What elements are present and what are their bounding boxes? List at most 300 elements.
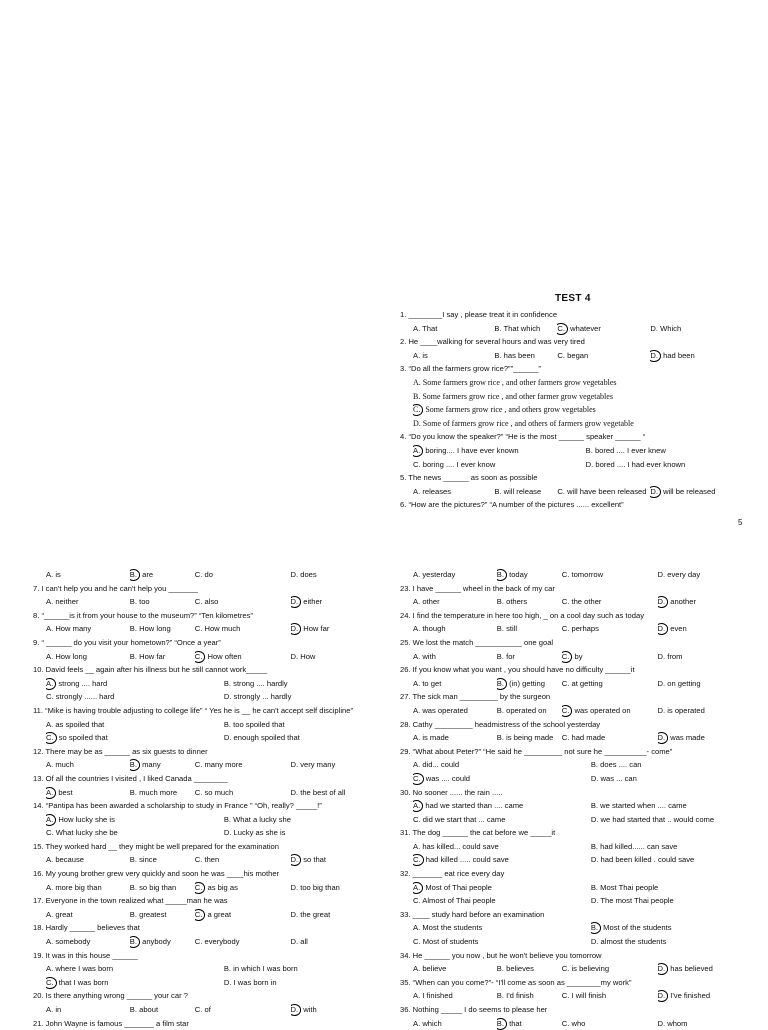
option-text: greatest — [139, 909, 167, 919]
question-item — [400, 568, 755, 582]
option-letter: A. — [413, 964, 421, 974]
option-text: the best of all — [300, 787, 346, 797]
question-item — [33, 636, 388, 663]
option-text: more big than — [55, 882, 102, 892]
option-letter: B. — [496, 964, 504, 974]
option-text: strongly ...... hard — [55, 692, 115, 702]
question-stem: 31. The dog ______ the cat before we _____it — [400, 828, 556, 838]
answer-option — [413, 322, 494, 336]
question-stem: 4. “Do you know the speaker?” “He is the most ______ speaker ______ “ — [400, 432, 646, 442]
option-letter: C. — [194, 787, 203, 797]
option-text: Most of Thai people — [425, 882, 492, 892]
option-letter: D. — [590, 937, 599, 947]
option-text: believe — [422, 964, 447, 974]
option-text: great — [55, 909, 73, 919]
option-text: is being made — [506, 733, 554, 743]
question-item — [33, 772, 388, 799]
answer-option — [497, 704, 562, 718]
answer-option-circled — [650, 485, 745, 499]
option-letter: D. — [413, 418, 421, 428]
answer-option-circled — [658, 595, 755, 609]
answer-option — [224, 677, 388, 691]
option-letter: C. — [413, 896, 421, 906]
option-letter: B. — [497, 678, 507, 690]
question-stem: 23. I have ______ wheel in the back of my car — [400, 583, 555, 593]
answer-option — [224, 826, 388, 840]
answer-option — [650, 322, 745, 336]
answer-option — [497, 650, 562, 664]
answer-option — [46, 908, 130, 922]
answer-option-circled — [195, 881, 291, 895]
option-letter: C. — [561, 733, 570, 743]
option-text: Some of farmers grow rice , and others of farmers grow vegetable — [422, 418, 634, 428]
answer-option — [413, 417, 745, 431]
answer-option — [224, 718, 388, 732]
option-text: with — [422, 651, 436, 661]
answer-option — [130, 881, 195, 895]
option-letter: C. — [194, 1005, 203, 1014]
question-stem: 10. David feels __ again after his illness but he still cannot work_____ — [33, 665, 268, 675]
answer-option — [413, 622, 497, 636]
option-letter: B. — [129, 787, 137, 797]
option-letter: B. — [496, 624, 504, 634]
option-letter: B. — [223, 814, 232, 824]
answer-option-circled — [46, 976, 224, 990]
option-text: had been killed . could save — [600, 855, 695, 865]
answer-option — [46, 881, 130, 895]
option-text: That which — [503, 323, 541, 333]
option-text: I'd finish — [506, 991, 534, 1001]
option-text: all — [300, 937, 308, 947]
option-text: Which — [660, 323, 682, 333]
question-stem: 20. Is there anything wrong ______ your car ? — [33, 991, 188, 1001]
question-stem: 13. Of all the countries I visited , I liked Canada ________ — [33, 773, 228, 783]
option-letter: B. — [494, 486, 502, 496]
option-text: tomorrow — [571, 570, 604, 579]
option-letter: C. — [413, 459, 421, 469]
option-letter: C. — [195, 651, 206, 663]
option-text: How often — [207, 651, 242, 661]
option-letter: B. — [590, 882, 599, 892]
option-text: at getting — [571, 678, 603, 688]
option-letter: A. — [46, 570, 54, 579]
option-letter: C. — [413, 937, 421, 947]
option-letter: C. — [561, 597, 570, 607]
question-stem: 18. Hardly ______ believes that — [33, 923, 140, 933]
question-column-top — [400, 308, 745, 512]
option-text: The most Thai people — [600, 896, 674, 906]
option-text: somebody — [55, 937, 91, 947]
option-letter: C. — [413, 854, 424, 866]
answer-options — [33, 758, 388, 772]
answer-option — [562, 595, 658, 609]
option-letter: A. — [46, 937, 54, 947]
answer-option-circled — [413, 853, 591, 867]
option-text: is made — [422, 733, 449, 743]
option-text: every day — [667, 570, 701, 579]
option-letter: B. — [590, 841, 599, 851]
option-letter: A. — [413, 323, 421, 333]
answer-option — [195, 786, 291, 800]
option-text: strong .... hardly — [233, 678, 288, 688]
option-letter: B. — [496, 991, 504, 1001]
option-text: had killed ..... could save — [425, 855, 509, 865]
question-stem: 26. If you know what you want , you should have no difficulty ______it — [400, 665, 635, 675]
answer-option — [494, 349, 557, 363]
option-text: began — [567, 350, 589, 360]
option-letter: C. — [46, 732, 57, 744]
answer-options — [400, 622, 755, 636]
option-letter: D. — [223, 828, 232, 838]
option-letter: C. — [194, 597, 203, 607]
question-item — [400, 826, 755, 867]
option-letter: A. — [413, 570, 421, 579]
answer-options — [400, 568, 755, 582]
answer-option — [46, 935, 130, 949]
answer-option — [46, 853, 130, 867]
answer-option-circled — [650, 349, 745, 363]
option-text: so much — [204, 787, 234, 797]
option-text: bored .... I had ever known — [595, 459, 686, 469]
answer-option — [658, 677, 755, 691]
question-item — [400, 867, 755, 908]
option-letter: B. — [496, 597, 504, 607]
answer-option-circled — [46, 731, 224, 745]
option-letter: A. — [413, 800, 423, 812]
answer-options — [33, 935, 388, 949]
question-stem: 25. We lost the match ___________ one goal — [400, 637, 554, 647]
answer-option — [562, 677, 658, 691]
answer-options — [33, 881, 388, 895]
option-text: is believing — [571, 964, 610, 974]
answer-option — [46, 826, 224, 840]
option-text: other — [422, 597, 440, 607]
option-text: are — [142, 570, 154, 579]
answer-option — [46, 718, 224, 732]
option-text: in which I was born — [233, 964, 298, 974]
option-text: by — [574, 651, 583, 661]
option-text: whatever — [570, 323, 601, 333]
option-letter: C. — [561, 678, 570, 688]
option-letter: A. — [46, 597, 54, 607]
question-item — [33, 949, 388, 990]
answer-options — [400, 322, 745, 336]
option-letter: A. — [413, 678, 421, 688]
answer-option — [130, 853, 195, 867]
question-stem: 5. The news ______ as soon as possible — [400, 473, 538, 483]
option-letter: C. — [557, 323, 568, 335]
question-item — [400, 308, 745, 335]
option-letter: B. — [129, 909, 137, 919]
answer-option — [591, 813, 755, 827]
option-letter: D. — [290, 651, 299, 661]
option-text: from — [667, 651, 683, 661]
answer-options — [33, 595, 388, 609]
answer-option — [413, 458, 586, 472]
option-letter: D. — [590, 896, 599, 906]
answer-options — [400, 962, 755, 976]
answer-option — [658, 650, 755, 664]
answer-option — [413, 650, 497, 664]
option-text: as big as — [207, 882, 238, 892]
question-item — [400, 471, 745, 498]
option-letter: B. — [496, 705, 504, 715]
option-text: for — [506, 651, 515, 661]
option-letter: A. — [413, 991, 421, 1001]
option-letter: B. — [130, 759, 140, 771]
answer-option — [130, 650, 195, 664]
option-letter: C. — [561, 964, 570, 974]
question-item — [33, 745, 388, 772]
answer-option-circled — [413, 772, 591, 786]
option-letter: D. — [590, 814, 599, 824]
option-text: too spoiled that — [233, 719, 285, 729]
answer-option — [494, 485, 557, 499]
option-text: How long — [139, 624, 171, 634]
answer-option — [130, 908, 195, 922]
answer-option — [291, 908, 388, 922]
option-letter: B. — [129, 1005, 137, 1014]
answer-option-circled — [291, 595, 388, 609]
option-text: How long — [55, 651, 87, 661]
option-letter: D. — [290, 937, 299, 947]
option-text: the great — [300, 909, 331, 919]
option-text: Most Thai people — [600, 882, 659, 892]
question-column-left — [33, 568, 388, 1030]
option-text: even — [670, 624, 687, 634]
answer-option — [130, 622, 195, 636]
option-letter: A. — [46, 1005, 54, 1014]
answer-option — [224, 813, 388, 827]
option-letter: C. — [46, 692, 54, 702]
option-letter: A. — [413, 733, 421, 743]
option-letter: A. — [46, 814, 56, 826]
option-letter: D. — [650, 350, 661, 362]
answer-option — [413, 894, 591, 908]
option-text: anybody — [142, 937, 171, 947]
option-text: Some farmers grow rice , and other farmer grow vegetables — [422, 391, 613, 401]
option-text: I was born in — [233, 977, 277, 987]
option-text: Almost of Thai people — [422, 896, 496, 906]
option-text: How — [300, 651, 316, 661]
option-text: was made — [670, 733, 705, 743]
answer-options — [33, 718, 388, 745]
question-item — [400, 582, 755, 609]
option-text: does .... can — [600, 760, 642, 770]
option-letter: B. — [413, 391, 421, 401]
option-letter: B. — [591, 922, 601, 934]
answer-option — [291, 786, 388, 800]
option-text: many more — [204, 760, 243, 770]
option-letter: A. — [413, 705, 421, 715]
option-letter: A. — [46, 678, 56, 690]
option-text: also — [204, 597, 219, 607]
answer-option — [46, 622, 130, 636]
option-letter: D. — [657, 570, 666, 579]
answer-options — [400, 704, 755, 718]
question-stem: 1. ________I say , please treat it in confidence — [400, 310, 558, 319]
option-text: then — [204, 855, 220, 865]
answer-option — [562, 622, 658, 636]
answer-option-circled — [497, 1017, 562, 1030]
question-item — [33, 1017, 388, 1030]
answer-option — [291, 935, 388, 949]
answer-option-circled — [562, 704, 658, 718]
question-stem: 27. The sick man _________ by the surgeon — [400, 692, 551, 702]
option-letter: A. — [46, 651, 54, 661]
option-letter: B. — [497, 1018, 507, 1030]
answer-option-circled — [658, 962, 755, 976]
answer-options — [33, 813, 388, 840]
page-number: 5 — [738, 518, 743, 527]
answer-option — [195, 1003, 291, 1017]
question-stem: 7. I can't help you and he can't help you _______ — [33, 583, 199, 593]
question-item — [400, 718, 755, 745]
option-letter: B. — [494, 323, 502, 333]
question-item — [33, 568, 388, 582]
option-letter: D. — [223, 692, 232, 702]
answer-options — [400, 989, 755, 1003]
option-text: perhaps — [571, 624, 599, 634]
option-letter: A. — [46, 624, 54, 634]
option-text: has believed — [670, 964, 713, 974]
option-text: strong .... hard — [58, 678, 108, 688]
answer-option-circled — [195, 908, 291, 922]
option-text: because — [55, 855, 85, 865]
option-text: Some farmers grow rice , and other farmers grow vegetables — [422, 377, 617, 387]
question-item — [400, 786, 755, 827]
option-text: still — [506, 624, 518, 634]
option-text: the other — [571, 597, 602, 607]
option-letter: C. — [562, 705, 573, 717]
answer-option-circled — [413, 799, 591, 813]
question-column-right — [400, 568, 755, 1030]
option-letter: D. — [223, 977, 232, 987]
option-letter: D. — [657, 705, 666, 715]
option-text: today — [509, 570, 528, 579]
question-stem: 9. “ ______ do you visit your hometown?” “Once a year” — [33, 637, 221, 647]
option-text: Lucky as she is — [233, 828, 286, 838]
answer-option — [130, 595, 195, 609]
option-text: I've finished — [670, 991, 711, 1001]
option-letter: A. — [413, 760, 421, 770]
question-item — [400, 636, 755, 663]
page-lower — [0, 560, 768, 1028]
answer-option — [413, 731, 497, 745]
option-letter: B. — [130, 569, 140, 581]
question-item — [33, 609, 388, 636]
question-stem: 11. “Mike is having trouble adjusting to college life” “ Yes he is __ he can't accept self discipline” — [33, 705, 354, 715]
answer-option — [195, 568, 291, 582]
option-letter: B. — [494, 350, 502, 360]
option-text: to get — [422, 678, 442, 688]
answer-option-circled — [291, 853, 388, 867]
option-letter: B. — [129, 597, 137, 607]
answer-options — [33, 568, 388, 582]
answer-option-circled — [195, 650, 291, 664]
option-text: so big than — [139, 882, 177, 892]
question-stem: 36. Nothing _____ I do seems to please her — [400, 1005, 548, 1014]
question-stem: 8. “______is it from your house to the museum?” “Ten kilometres” — [33, 610, 253, 620]
option-letter: C. — [557, 350, 565, 360]
answer-option — [591, 840, 755, 854]
option-text: strongly ... hardly — [233, 692, 292, 702]
answer-option — [591, 772, 755, 786]
question-stem: 28. Cathy _________ headmistress of the school yesterday — [400, 719, 601, 729]
question-stem: 2. He ____walking for several hours and was very tired — [400, 337, 585, 347]
option-text: believes — [506, 964, 534, 974]
option-letter: D. — [585, 459, 594, 469]
test-title: TEST 4 — [555, 293, 591, 304]
question-item — [400, 362, 745, 430]
question-stem: 29. “What about Peter?” “He said he _________ not sure he __________- come” — [400, 746, 673, 756]
question-item — [33, 921, 388, 948]
option-letter: D. — [658, 596, 669, 608]
option-text: had made — [571, 733, 606, 743]
answer-option-circled — [130, 935, 195, 949]
answer-option — [195, 595, 291, 609]
option-letter: D. — [658, 732, 669, 744]
option-letter: D. — [290, 882, 299, 892]
answer-options — [33, 677, 388, 704]
option-text: Most the students — [422, 923, 483, 933]
answer-option — [413, 390, 745, 404]
option-text: enough spoiled that — [233, 733, 300, 743]
answer-option — [591, 881, 755, 895]
option-letter: C. — [557, 486, 565, 496]
answer-option — [195, 758, 291, 772]
option-text: much — [55, 760, 74, 770]
option-letter: C. — [413, 404, 423, 416]
option-text: is — [422, 350, 428, 360]
option-text: we had started that .. would come — [600, 814, 715, 824]
option-letter: A. — [413, 486, 421, 496]
option-letter: B. — [129, 882, 137, 892]
option-letter: A. — [413, 1018, 421, 1028]
question-item — [400, 335, 745, 362]
answer-option — [413, 962, 497, 976]
answer-option — [413, 704, 497, 718]
answer-options — [400, 921, 755, 948]
answer-option — [494, 322, 557, 336]
option-letter: D. — [223, 733, 232, 743]
option-letter: D. — [291, 596, 302, 608]
option-text: releases — [422, 486, 452, 496]
option-text: Some farmers grow rice , and others grow vegetables — [425, 405, 596, 415]
option-letter: C. — [194, 855, 203, 865]
question-item — [33, 867, 388, 894]
option-text: neither — [55, 597, 79, 607]
option-text: did... could — [422, 760, 460, 770]
option-letter: C. — [413, 773, 424, 785]
option-text: everybody — [204, 937, 240, 947]
option-letter: D. — [290, 787, 299, 797]
answer-option-circled — [658, 989, 755, 1003]
answer-option — [497, 989, 562, 1003]
option-text: another — [670, 597, 696, 607]
answer-option — [562, 568, 658, 582]
option-text: How lucky she is — [58, 814, 115, 824]
question-stem: 14. “Pantipa has been awarded a scholarship to study in France ” “Oh, really? _____!” — [33, 801, 322, 811]
option-text: did we start that ... came — [422, 814, 506, 824]
option-text: almost the students — [600, 937, 667, 947]
answer-option — [413, 935, 591, 949]
answer-option — [291, 568, 388, 582]
option-letter: A. — [46, 964, 54, 974]
answer-option-circled — [291, 622, 388, 636]
option-letter: D. — [658, 623, 669, 635]
option-letter: C. — [413, 814, 421, 824]
